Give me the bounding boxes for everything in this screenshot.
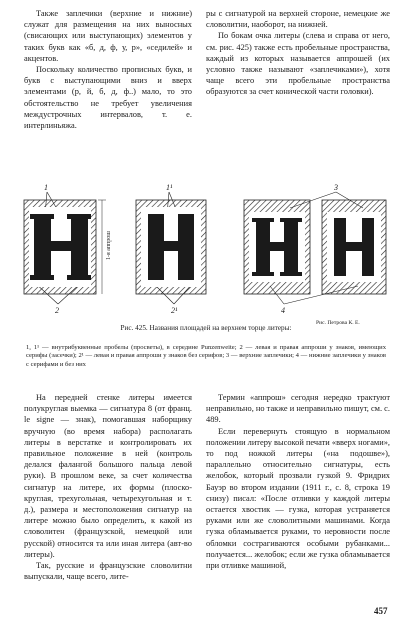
figure-credit: Рис. Петрова К. Е. — [316, 320, 360, 326]
label-2-prime: 2¹ — [171, 306, 178, 314]
paragraph: Поскольку количество прописных букв, и букв с выступающими вниз и вверх элементами (р, й, б, д, ф..) мало, то это обстоятельство не требует увеличения междустрочных интервалов, т. е. интерлиньяжа. — [24, 65, 192, 131]
type-body-wide-serif — [244, 200, 310, 294]
type-body-wide-sans — [322, 200, 386, 294]
paragraph: Термин «аппрош» сегодня нередко трактуют неправильно, но также и неправильно пишут, см. с. 489. — [206, 393, 390, 425]
label-3: 3 — [334, 183, 338, 192]
right-column-bottom — [206, 392, 390, 571]
paragraph: На передней стенке литеры имеется полукруглая выемка — сигнатура 8 (от франц. le signe — знак), помогавшая наборщику вручную (во время набора) располагать литеры в верстатке и контролировать их правильное положение в ней (контроль делался фалангой большого пальца левой руки). В прошлом веке, за счет количества сигнатур на литере, их формы (плоско-круглая, трехугольная, четырехугольная и т. д.), размера и местоположения сигнатур на литере можно было определить, к какой из словолитен (французской, немецкой или русской) относится та или иная литера (авт-во литеры). — [24, 393, 192, 559]
label-4: 4 — [281, 306, 285, 314]
label-2: 2 — [55, 306, 59, 314]
right-column-top — [206, 8, 390, 98]
left-column-bottom — [24, 392, 192, 582]
left-column-top — [24, 8, 192, 131]
paragraph: ры с сигнатурой на верхней стороне, немецкие же словолитни, наоборот, на нижней. — [206, 9, 390, 30]
label-1: 1 — [44, 183, 48, 192]
type-body-serif — [24, 200, 96, 294]
label-1-prime: 1¹ — [166, 183, 173, 192]
figure-caption: Рис. 425. Названия площадей на верхнем торце литеры: — [120, 324, 292, 332]
paragraph: Также заплечики (верхние и нижние) служат для размещения на них выносных (свисающих или выступающих) элементов у таких букв как «б, д, ф, у, р», «седилей» и акцентов. — [24, 9, 192, 63]
page-number: 457 — [374, 606, 388, 616]
paragraph: Если перевернуть стоящую в нормальном положении литеру высокой печати «вверх ногами», то под ножкой литеры («на подошве»), параллельно относительно сигнатуры, есть желобок, который прозвали гузкой 9. Фридрих Бауэр во втором издании (1911 г., с. 8, строка 19 снизу) писал: «После отливки у каждой литеры остается хвостик — гузка, которая устраняется руками или же словолитными машинами. Когда гузка обламывается руками, то неровности после обломки сострагиваются особыми рубанками... получается... желобок; если же гузка обламывается при отливке машиной, — [206, 426, 390, 571]
paragraph: Так, русские и французские словолитни выпускали, чаще всего, лите- — [24, 561, 192, 582]
figure-425 — [18, 182, 393, 314]
side-label: 1-я аппрош — [106, 231, 112, 260]
paragraph: По бокам очка литеры (слева и справа от него, см. рис. 425) также есть пробельные пространства, каждый из которых называется аппрошей (их условно также называют «заплечиками»), хотя чаще всего эти пробельные пространства образуются за счет конической части головки). — [206, 31, 390, 97]
figure-legend: 1, 1¹ — внутрибуквенные пробелы (просветы), в середине Punzenweite; 2 — левая и правая аппроши у знаков, имеющих серифы (засечки); 2¹ — левая и правая аппроши у знаков без серифов; 3 — верхние заплечики; 4 — нижние заплечики у знаков с серифами и без них — [26, 344, 386, 368]
type-body-sans — [136, 200, 206, 294]
